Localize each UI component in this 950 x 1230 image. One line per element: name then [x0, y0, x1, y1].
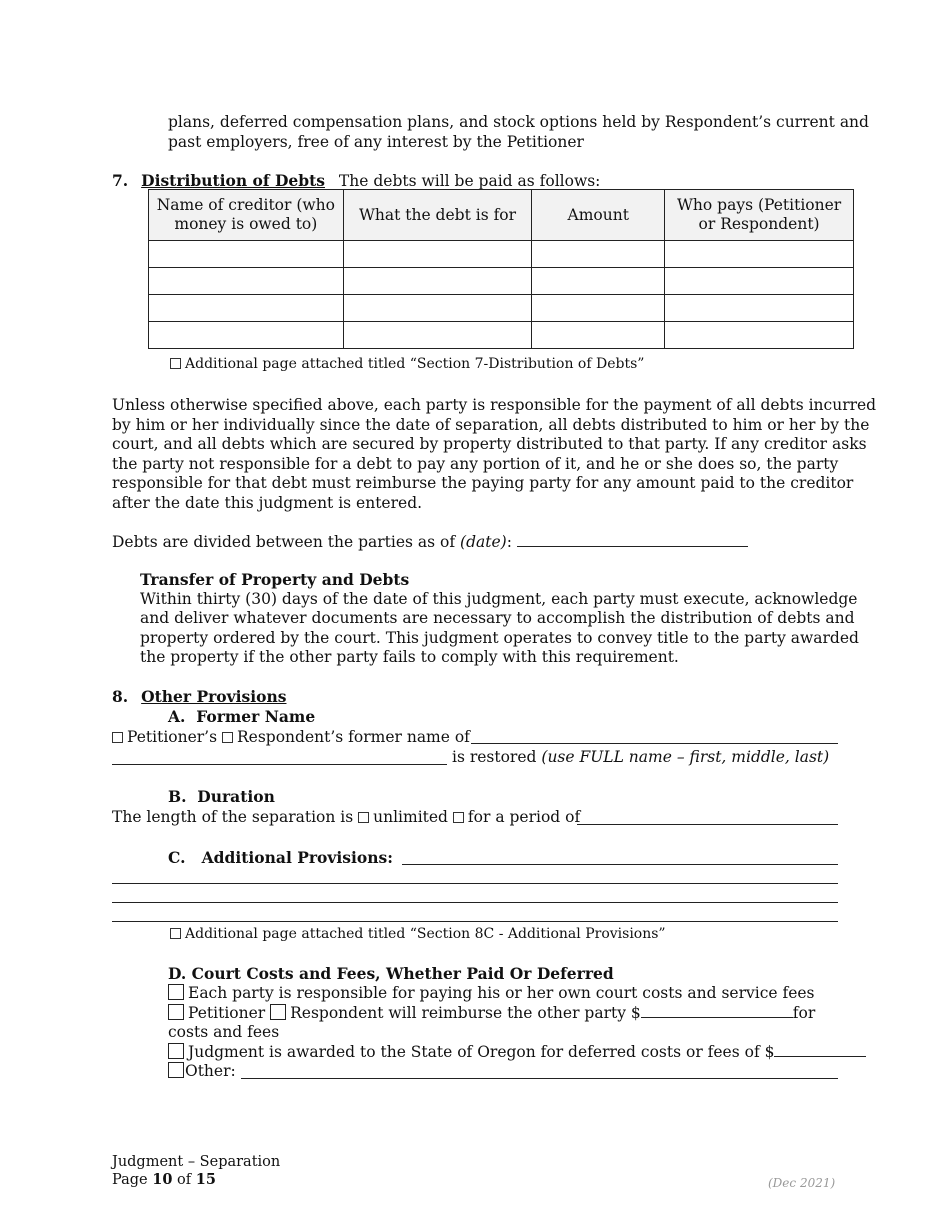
former-name-title: A. Former Name — [168, 707, 316, 726]
section-8-number: 8. — [112, 687, 129, 706]
court-costs-option-other — [168, 1062, 236, 1082]
state-award-amount-field[interactable] — [774, 1042, 866, 1057]
period-checkbox[interactable] — [453, 812, 464, 823]
col-header-amount: Amount — [532, 190, 665, 241]
petitioner-checkbox[interactable] — [112, 732, 123, 743]
debts-divided-date-label: (date) — [460, 533, 507, 551]
additional-provisions-line[interactable] — [112, 883, 838, 884]
section-8-heading — [112, 687, 286, 708]
paragraph-line: court, and all debts which are secured by property distributed to that party. If any creditor asks — [112, 435, 867, 453]
reimburse-for-label: for — [792, 1004, 816, 1022]
table-cell[interactable] — [665, 322, 854, 349]
debts-table — [148, 189, 854, 349]
table-cell[interactable] — [343, 241, 532, 268]
duration-title: B. Duration — [168, 787, 275, 806]
debts-divided-date-field[interactable] — [517, 532, 748, 547]
additional-provisions-title: C. Additional Provisions: — [168, 848, 393, 867]
other-field[interactable] — [241, 1078, 838, 1079]
paragraph-line: by him or her individually since the date of separation, all debts distributed to him or her by the — [112, 415, 870, 434]
unlimited-label: unlimited — [373, 808, 448, 826]
table-cell[interactable] — [343, 268, 532, 295]
col-header-who-pays: Who pays (Petitioner or Respondent) — [665, 190, 854, 241]
former-name-field[interactable] — [471, 743, 838, 744]
table-cell[interactable] — [149, 322, 344, 349]
paragraph-line: the party not responsible for a debt to pay any portion of it, and he or she does so, the party — [112, 454, 839, 473]
table-cell[interactable] — [149, 241, 344, 268]
duration-prefix: The length of the separation is — [112, 808, 354, 826]
court-costs-option-own — [168, 984, 815, 1004]
additional-provisions-field[interactable] — [402, 864, 838, 865]
table-row — [149, 322, 854, 349]
intro-line-1: plans, deferred compensation plans, and stock options held by Respondent’s current and — [168, 113, 869, 131]
debts-divided-prefix: Debts are divided between the parties as of — [112, 533, 461, 551]
table-cell[interactable] — [532, 241, 665, 268]
table-row — [149, 241, 854, 268]
section-8-title: Other Provisions — [141, 687, 287, 706]
paragraph-line: Within thirty (30) days of the date of this judgment, each party must execute, acknowledge — [140, 589, 858, 608]
table-cell[interactable] — [532, 295, 665, 322]
restored-label: is restored — [452, 748, 537, 766]
paragraph-line: and deliver whatever documents are necessary to accomplish the distribution of debts and — [140, 609, 855, 627]
restored-line — [452, 748, 829, 768]
own-costs-checkbox[interactable] — [168, 984, 184, 1000]
section-8c-attached — [170, 925, 666, 945]
section-7-title: Distribution of Debts — [141, 171, 325, 190]
attached-checkbox[interactable] — [170, 928, 181, 939]
intro-line-2: past employers, free of any interest by the Petitioner — [168, 132, 584, 151]
table-cell[interactable] — [665, 268, 854, 295]
respondent-checkbox[interactable] — [222, 732, 233, 743]
section-8c-attached-label: Additional page attached titled “Section 8C - Additional Provisions” — [185, 926, 666, 942]
transfer-title: Transfer of Property and Debts — [140, 570, 410, 589]
table-cell[interactable] — [532, 268, 665, 295]
responsibility-paragraph — [112, 396, 876, 513]
duration-line — [112, 808, 580, 828]
section-7-attached — [170, 355, 644, 375]
section-7-number: 7. — [112, 171, 129, 190]
table-cell[interactable] — [343, 322, 532, 349]
paragraph-line: the property if the other party fails to comply with this requirement. — [140, 648, 679, 666]
revision-date: (Dec 2021) — [768, 1176, 836, 1190]
additional-provisions-line[interactable] — [112, 921, 838, 922]
paragraph-line: responsible for that debt must reimburse the paying party for any amount paid to the creditor — [112, 474, 854, 492]
intro-paragraph — [168, 113, 869, 152]
former-name-field-continued[interactable] — [112, 764, 447, 765]
table-cell[interactable] — [532, 322, 665, 349]
debts-divided-colon: : — [506, 533, 512, 551]
transfer-section — [140, 570, 859, 668]
table-cell[interactable] — [665, 295, 854, 322]
table-row — [149, 295, 854, 322]
petitioner-reimburse-label: Petitioner — [188, 1004, 266, 1022]
section-7-attached-label: Additional page attached titled “Section 7-Distribution of Debts” — [185, 356, 645, 372]
footer — [112, 1153, 280, 1189]
table-row — [149, 268, 854, 295]
respondent-reimburse-checkbox[interactable] — [270, 1004, 286, 1020]
other-checkbox[interactable] — [168, 1062, 184, 1078]
petitioner-reimburse-checkbox[interactable] — [168, 1004, 184, 1020]
full-name-hint: (use FULL name – first, middle, last) — [541, 748, 830, 766]
table-cell[interactable] — [149, 268, 344, 295]
paragraph-line: after the date this judgment is entered. — [112, 493, 423, 512]
table-cell[interactable] — [665, 241, 854, 268]
court-costs-option-reimburse — [168, 1003, 815, 1024]
additional-provisions-line[interactable] — [112, 902, 838, 903]
other-label: Other: — [185, 1062, 236, 1080]
former-name-line — [112, 728, 470, 748]
debts-divided-line — [112, 532, 748, 553]
own-costs-label: Each party is responsible for paying his or her own court costs and service fees — [188, 984, 815, 1002]
respondent-former-name-label: Respondent’s former name of — [237, 728, 470, 746]
paragraph-line: property ordered by the court. This judgment operates to convey title to the party awarded — [140, 628, 859, 647]
section-7-lead: The debts will be paid as follows: — [338, 172, 601, 190]
reimburse-tail: costs and fees — [168, 1023, 280, 1041]
col-header-creditor: Name of creditor (who money is owed to) — [149, 190, 344, 241]
table-cell[interactable] — [149, 295, 344, 322]
state-award-label: Judgment is awarded to the State of Oregon for deferred costs or fees of $ — [188, 1043, 775, 1061]
state-award-checkbox[interactable] — [168, 1043, 184, 1059]
page-number: Page 10 of 15 — [112, 1171, 216, 1188]
unlimited-checkbox[interactable] — [358, 812, 369, 823]
petitioner-label: Petitioner’s — [127, 728, 218, 746]
court-costs-title: D. Court Costs and Fees, Whether Paid Or Deferred — [168, 964, 614, 983]
attached-checkbox[interactable] — [170, 358, 181, 369]
court-costs-option-state — [168, 1042, 866, 1063]
reimburse-amount-field[interactable] — [641, 1003, 793, 1018]
paragraph-line: Unless otherwise specified above, each party is responsible for the payment of all debts incurred — [112, 396, 877, 414]
period-field[interactable] — [577, 824, 838, 825]
period-label: for a period of — [467, 808, 581, 826]
reimburse-label: Respondent will reimburse the other party $ — [290, 1004, 641, 1022]
footer-title: Judgment – Separation — [112, 1154, 281, 1170]
col-header-debt-for: What the debt is for — [343, 190, 532, 241]
table-cell[interactable] — [343, 295, 532, 322]
